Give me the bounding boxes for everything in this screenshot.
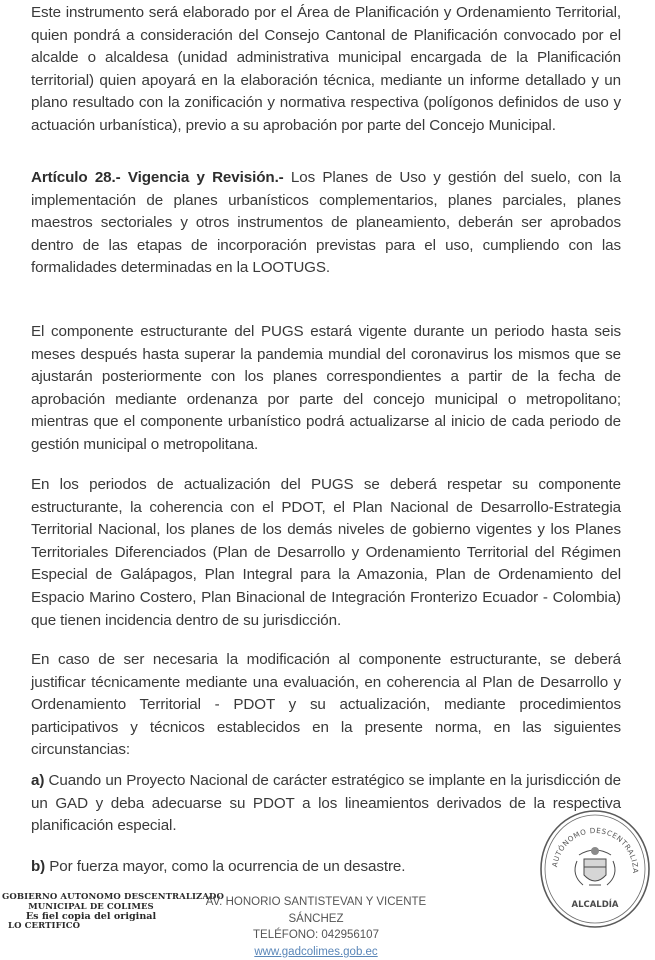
footer-phone: TELÉFONO: 042956107 <box>180 927 452 944</box>
footer <box>180 894 452 960</box>
seal-graphic <box>537 805 655 935</box>
list-item-b-label: b) <box>31 858 45 875</box>
certification-line-4: LO CERTIFICO <box>2 922 180 932</box>
list-item-a <box>31 770 621 838</box>
certification-line-3: Es fiel copia del original <box>2 912 180 922</box>
footer-website-link[interactable]: www.gadcolimes.gob.ec <box>180 944 452 960</box>
paragraph-article-28 <box>31 167 621 280</box>
footer-address: AV. HONORIO SANTISTEVAN Y VICENTE SÁNCHEZ <box>180 894 452 927</box>
seal-center-text: ALCALDÍA <box>571 898 618 910</box>
certification-line-2: MUNICIPAL DE COLIMES <box>2 903 180 913</box>
certification-stamp <box>2 893 180 931</box>
paragraph-update-periods: En los periodos de actualización del PUGS se deberá respetar su componente estructurante, la coherencia con el PDOT, el Plan Nacional de Desarrollo-Estrategia Territorial Nacional, los planes de los demás niveles de gobierno vigentes y los Planes Territoriales Diferenciados (Plan de Desarrollo y Ordenamiento Territorial del Régimen Especial de Galápagos, Plan Integral para la Amazonia, Plan de Ordenamiento del Espacio Marino Costero, Plan Binacional de Integración Fronterizo Ecuador - Colombia) que tienen incidencia dentro de su jurisdicción. <box>31 474 621 632</box>
seal-ring-text: AUTÓNOMO DESCENTRALIZA <box>537 805 640 874</box>
certification-line-1: GOBIERNO AUTONOMO DESCENTRALIZADO <box>2 893 180 903</box>
list-item-a-label: a) <box>31 772 44 789</box>
list-item-a-text: Cuando un Proyecto Nacional de carácter estratégico se implante en la jurisdicción de un GAD y deba adecuarse su PDOT a los lineamientos derivados de la respectiva planificación especial. <box>31 772 621 834</box>
municipal-seal <box>537 805 655 935</box>
article-28-heading: Artículo 28.- Vigencia y Revisión.- <box>31 169 284 186</box>
paragraph-modification: En caso de ser necesaria la modificación al componente estructurante, se deberá justificar técnicamente mediante una evaluación, en coherencia al Plan de Desarrollo y Ordenamiento Territorial - PDOT y su actualización, mediante procedimientos participativos y técnicos establecidos en la presente norma, en las siguientes circunstancias: <box>31 649 621 762</box>
coat-of-arms-icon <box>575 847 615 885</box>
paragraph-instrument-elaboration: Este instrumento será elaborado por el Área de Planificación y Ordenamiento Territorial, quien pondrá a consideración del Consejo Cantonal de Planificación convocado por el alcalde o alcaldesa (unidad administrativa municipal encargada de la Planificación territorial) quien apoyará en la elaboración técnica, mediante un informe detallado y un plano resultado con la zonificación y normativa respectiva (polígonos definidos de uso y actuación urbanística), previo a su aprobación por parte del Concejo Municipal. <box>31 2 621 138</box>
list-item-b-text: Por fuerza mayor, como la ocurrencia de un desastre. <box>45 858 405 875</box>
list-item-b <box>31 856 621 879</box>
article-28-body: Los Planes de Uso y gestión del suelo, con la implementación de planes urbanísticos complementarios, planes parciales, planes maestros sectoriales y otros instrumentos de planeamiento, deberán ser aprobados dentro de las etapas de incorporación previstas para el uso, cumpliendo con las formalidades determinadas en la LOOTUGS. <box>31 169 621 276</box>
paragraph-structuring-component: El componente estructurante del PUGS estará vigente durante un periodo hasta seis meses después hasta superar la pandemia mundial del coronavirus los mismos que se ajustarán posteriormente con los planes correspondientes a partir de la fecha de aprobación mediante ordenanza por parte del concejo municipal o metropolitano; mientras que el componente urbanístico podrá actualizarse al inicio de cada periodo de gestión municipal o metropolitana. <box>31 321 621 457</box>
